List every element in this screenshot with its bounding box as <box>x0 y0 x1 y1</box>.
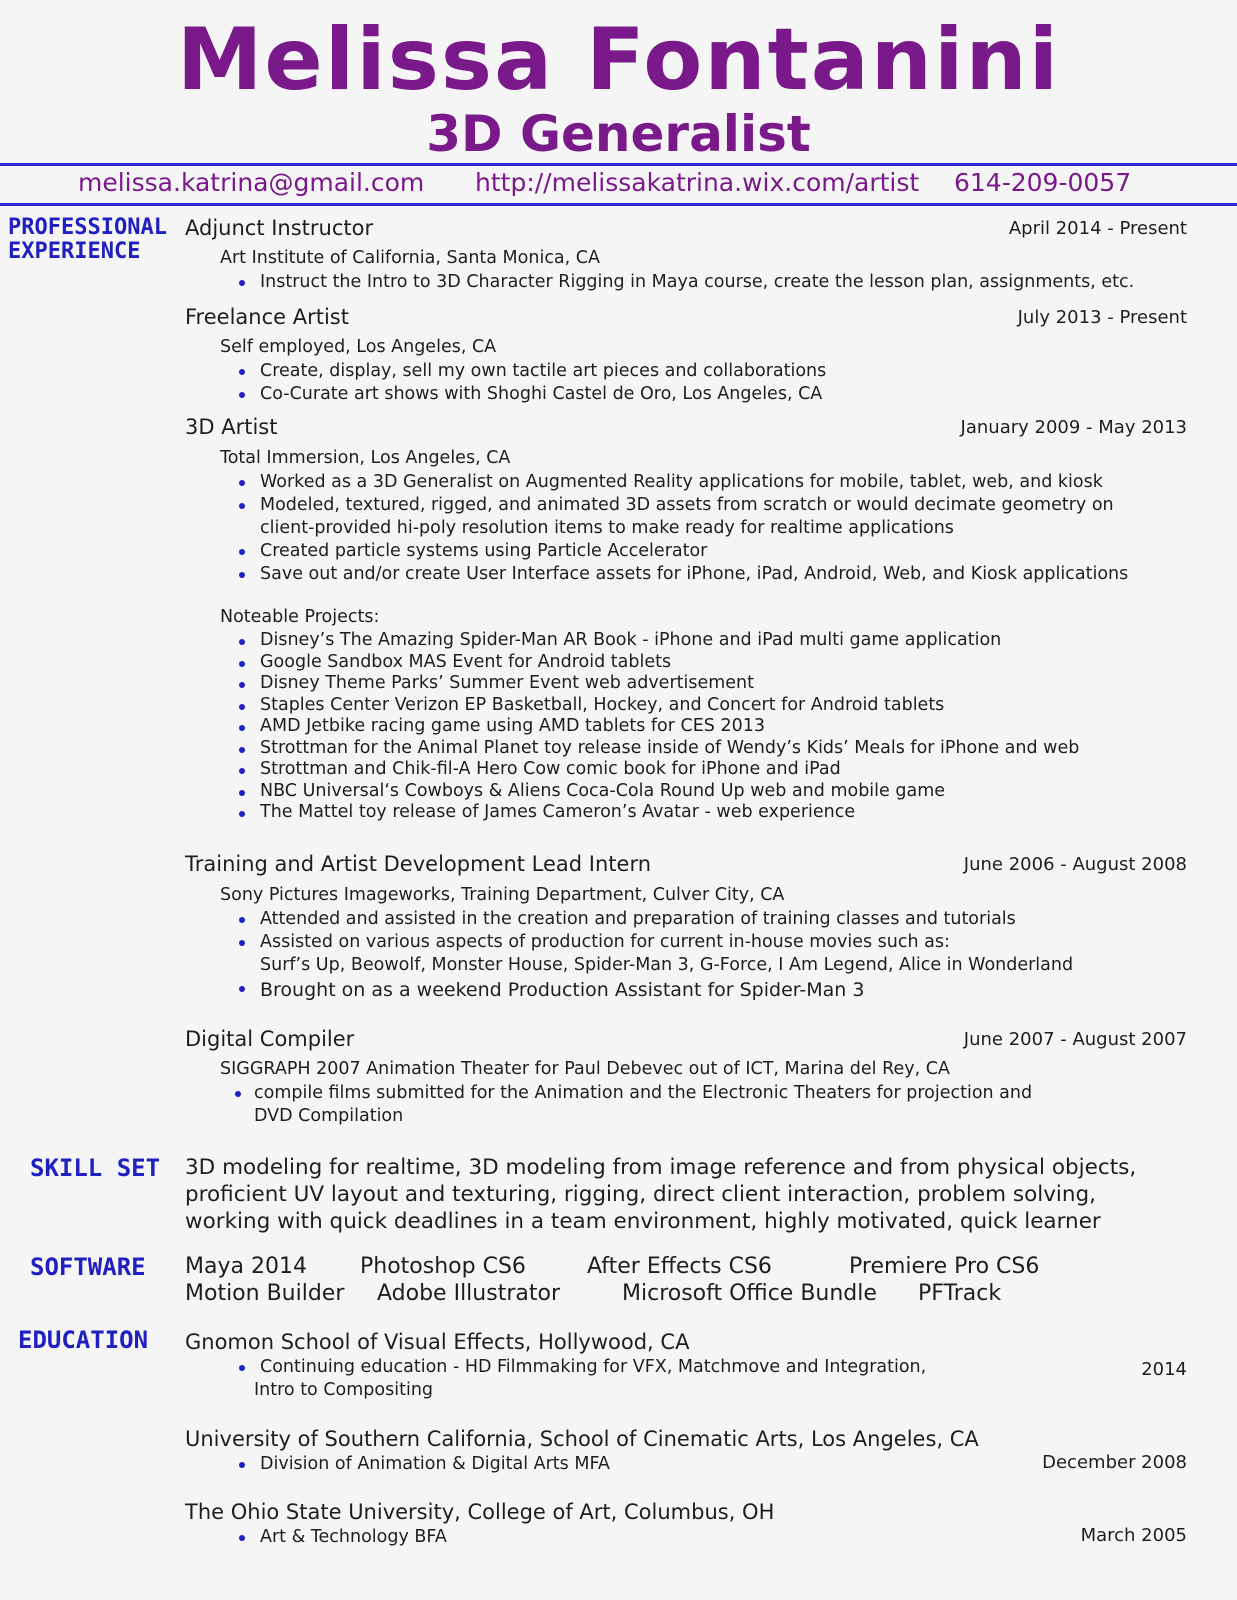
software-item: Premiere Pro CS6 <box>849 1254 1040 1279</box>
job-bullets <box>238 471 1128 586</box>
list-item: Worked as a 3D Generalist on Augmented Reality applications for mobile, tablet, web, and kiosk <box>238 471 1128 494</box>
list-item-continuation: DVD Compilation <box>254 1106 404 1126</box>
list-item: Art & Technology BFA <box>238 1526 447 1549</box>
job-date: April 2014 - Present <box>1008 218 1187 239</box>
resume-role: 3D Generalist <box>426 105 811 163</box>
job-employer: Self employed, Los Angeles, CA <box>220 337 497 357</box>
section-label-skills: SKILL SET <box>30 1154 161 1182</box>
list-item: Modeled, textured, rigged, and animated 3D assets from scratch or would decimate geometry on <box>238 494 1128 517</box>
software-item: Adobe Illustrator <box>377 1281 560 1306</box>
job-title: Freelance Artist <box>185 305 349 329</box>
education-date: December 2008 <box>1042 1452 1187 1473</box>
list-item-continuation: Surf’s Up, Beowolf, Monster House, Spider-Man 3, G-Force, I Am Legend, Alice in Wonderland <box>260 955 1074 975</box>
education-details <box>238 1453 610 1476</box>
job-date: January 2009 - May 2013 <box>960 417 1187 438</box>
software-item: Microsoft Office Bundle <box>622 1281 877 1306</box>
software-item: Motion Builder <box>185 1281 345 1306</box>
list-item: Create, display, sell my own tactile art pieces and collaborations <box>238 360 826 383</box>
job-bullets <box>238 360 826 406</box>
education-school: Gnomon School of Visual Effects, Hollywood, CA <box>185 1330 690 1354</box>
list-item: AMD Jetbike racing game using AMD tablets for CES 2013 <box>238 716 1079 738</box>
list-item: NBC Universal‘s Cowboys & Aliens Coca-Cola Round Up web and mobile game <box>238 781 1079 803</box>
header-rule-bottom <box>0 203 1237 206</box>
job-title: Adjunct Instructor <box>185 216 374 240</box>
projects-label: Noteable Projects: <box>220 607 380 627</box>
resume-name: Melissa Fontanini <box>176 10 1061 110</box>
job-bullets <box>234 1082 1032 1128</box>
list-item: Strottman for the Animal Planet toy release inside of Wendy’s Kids’ Meals for iPhone and web <box>238 738 1079 760</box>
software-item: Maya 2014 <box>185 1254 307 1279</box>
education-date: March 2005 <box>1080 1525 1187 1546</box>
job-title: Digital Compiler <box>185 1027 355 1051</box>
list-item: Disney Theme Parks’ Summer Event web advertisement <box>238 673 1079 695</box>
header-rule-top <box>0 163 1237 166</box>
section-label-education: EDUCATION <box>18 1326 149 1354</box>
list-item: Attended and assisted in the creation and preparation of training classes and tutorials <box>238 908 1073 931</box>
list-item: Disney’s The Amazing Spider-Man AR Book - iPhone and iPad multi game application <box>238 630 1079 652</box>
software-item: PFTrack <box>918 1281 1002 1306</box>
education-detail-continuation: Intro to Compositing <box>254 1380 434 1400</box>
project-list <box>238 630 1079 824</box>
list-item: Created particle systems using Particle Accelerator <box>238 540 1128 563</box>
job-employer: SIGGRAPH 2007 Animation Theater for Paul Debevec out of ICT, Marina del Rey, CA <box>220 1059 950 1079</box>
job-title: Training and Artist Development Lead Intern <box>185 852 652 876</box>
job-title: 3D Artist <box>185 415 278 439</box>
section-label-experience: PROFESSIONAL EXPERIENCE <box>8 215 167 264</box>
job-employer: Total Immersion, Los Angeles, CA <box>220 448 511 468</box>
list-item: Staples Center Verizon EP Basketball, Hockey, and Concert for Android tablets <box>238 695 1079 717</box>
list-item: Division of Animation & Digital Arts MFA <box>238 1453 610 1476</box>
list-item: Save out and/or create User Interface assets for iPhone, iPad, Android, Web, and Kiosk applications <box>238 563 1128 586</box>
contact-phone: 614-209-0057 <box>954 168 1132 197</box>
job-employer: Art Institute of California, Santa Monica, CA <box>220 248 600 268</box>
job-date: June 2006 - August 2008 <box>963 854 1187 875</box>
list-item: Instruct the Intro to 3D Character Rigging in Maya course, create the lesson plan, assignments, etc. <box>238 271 1134 294</box>
job-date: July 2013 - Present <box>1017 307 1187 328</box>
software-item: Photoshop CS6 <box>360 1254 526 1279</box>
education-school: University of Southern California, School of Cinematic Arts, Los Angeles, CA <box>185 1427 979 1451</box>
education-details <box>238 1356 926 1379</box>
education-details <box>238 1526 447 1549</box>
software-item: After Effects CS6 <box>587 1254 772 1279</box>
section-label-software: SOFTWARE <box>30 1253 146 1281</box>
contact-email[interactable]: melissa.katrina@gmail.com <box>78 168 425 197</box>
contact-website[interactable]: http://melissakatrina.wix.com/artist <box>475 168 920 197</box>
list-item: Brought on as a weekend Production Assistant for Spider-Man 3 <box>238 977 1073 1003</box>
list-item-continuation: client-provided hi-poly resolution items to make ready for realtime applications <box>260 518 954 538</box>
job-bullets <box>238 271 1134 294</box>
list-item: Continuing education - HD Filmmaking for VFX, Matchmove and Integration, <box>238 1356 926 1379</box>
list-item: Assisted on various aspects of production for current in-house movies such as: <box>238 931 1073 954</box>
job-date: June 2007 - August 2007 <box>963 1029 1187 1050</box>
list-item: Google Sandbox MAS Event for Android tablets <box>238 652 1079 674</box>
list-item: Strottman and Chik-fil-A Hero Cow comic book for iPhone and iPad <box>238 759 1079 781</box>
list-item: compile films submitted for the Animation and the Electronic Theaters for projection and <box>234 1082 1032 1105</box>
list-item: Co-Curate art shows with Shoghi Castel de Oro, Los Angeles, CA <box>238 383 826 406</box>
education-school: The Ohio State University, College of Art, Columbus, OH <box>185 1500 775 1524</box>
list-item: The Mattel toy release of James Cameron’s Avatar - web experience <box>238 802 1079 824</box>
job-employer: Sony Pictures Imageworks, Training Department, Culver City, CA <box>220 885 785 905</box>
job-bullets <box>238 908 1073 1003</box>
skills-text: 3D modeling for realtime, 3D modeling from image reference and from physical objects, proficient UV layout and texturing, rigging, direct client interaction, problem solving, working with quick deadlines in a team environment, highly motivated, quick learner <box>185 1155 1137 1234</box>
education-date: 2014 <box>1141 1359 1187 1380</box>
